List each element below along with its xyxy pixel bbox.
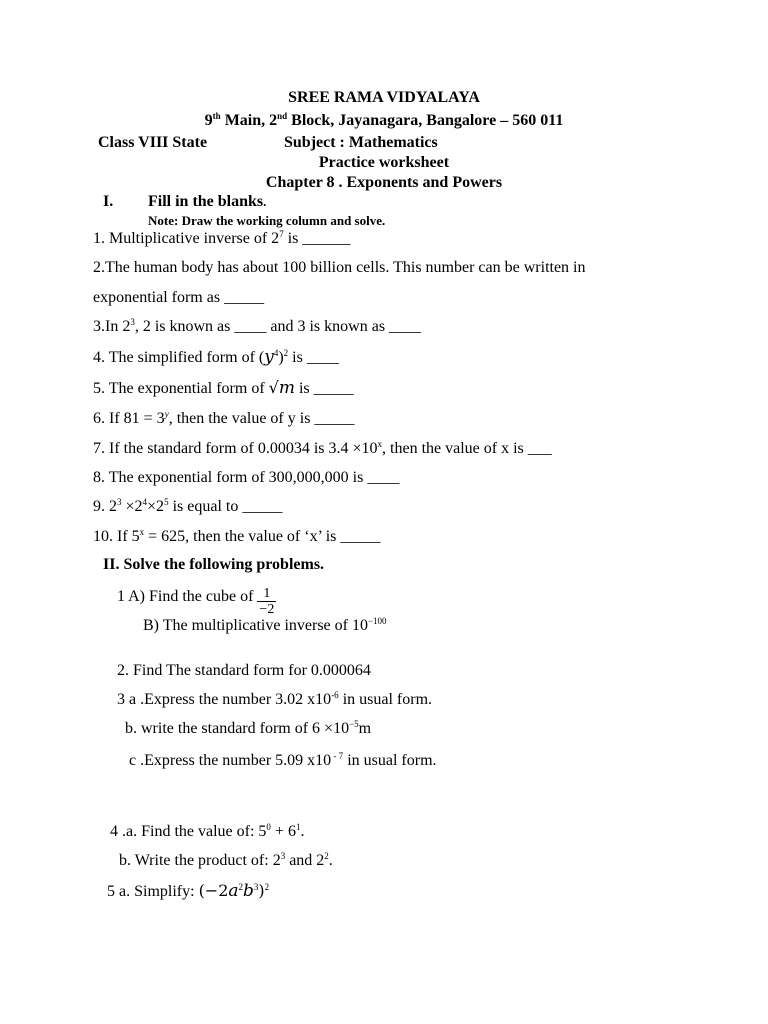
chapter-title: Chapter 8 . Exponents and Powers xyxy=(265,174,503,191)
class-label: Class VIII State xyxy=(98,134,208,151)
question-9: 9. $2^3 \times 2^4\times 2^5$ is equal to _____ xyxy=(93,497,283,515)
problem-1a: 1 A) Find the cube of $\frac{1}{-2}$ xyxy=(117,586,275,617)
question-8: 8. The exponential form of 300,000,000 is ____ xyxy=(93,469,400,486)
question-2-line-2: exponential form as _____ xyxy=(93,289,265,306)
question-7: 7. If the standard form of 0.00034 is $3.4 \times 10^x$, then the value of x is ___ xyxy=(93,439,552,457)
problem-2: 2. Find The standard form for 0.000064 xyxy=(117,662,371,679)
section-1-title: Fill in the blanks. xyxy=(148,193,267,210)
question-2-line-1: 2.The human body has about 100 billion cells. This number can be written in xyxy=(93,259,586,276)
question-6: 6. If $81 = 3^y$, then the value of y is _____ xyxy=(93,409,355,427)
school-name: SREE RAMA VIDYALAYA xyxy=(288,89,480,106)
question-3: 3.In $2^3$, 2 is known as ____ and 3 is known as ____ xyxy=(93,317,422,335)
question-10: 10. If $5^x = 625$, then the value of ‘x’ is _____ xyxy=(93,527,381,545)
problem-3b: b. write the standard form of $6 \times 10^{-5}m$ xyxy=(125,719,372,737)
school-address: 9th Main, 2nd Block, Jayanagara, Bangalore – 560 011 xyxy=(204,111,564,129)
section-1-note: Note: Draw the working column and solve. xyxy=(148,213,386,228)
problem-3a: 3 a .Express the number 3.02 $x10^{-6}$ in usual form. xyxy=(117,690,433,708)
question-4: 4. The simplified form of $(y^4)^2$ is ____ xyxy=(93,347,339,367)
question-1: 1. Multiplicative inverse of $2^7$ is ______ xyxy=(93,229,351,247)
question-5: 5. The exponential form of √m is _____ xyxy=(93,378,354,398)
section-1-numeral: I. xyxy=(103,193,114,210)
problem-3c: c .Express the number 5.09 x10 $^{- 7}$ in usual form. xyxy=(129,751,437,769)
problem-1b: B) The multiplicative inverse of $10^{-100}$ xyxy=(143,616,387,634)
worksheet-title: Practice worksheet xyxy=(318,154,450,171)
problem-4a: 4 .a. Find the value of: $5^0 + 6^1$. xyxy=(110,822,305,840)
problem-4b: b. Write the product of: $2^3$ and $2^2$. xyxy=(119,851,333,869)
subject-label: Subject : Mathematics xyxy=(284,134,438,151)
fraction: $\frac{1}{-2}$ xyxy=(259,586,275,617)
problem-5a: 5 a. Simplify: $(-2a^2b^3)^2$ xyxy=(107,881,270,901)
section-2-title: II. Solve the following problems. xyxy=(103,556,325,573)
